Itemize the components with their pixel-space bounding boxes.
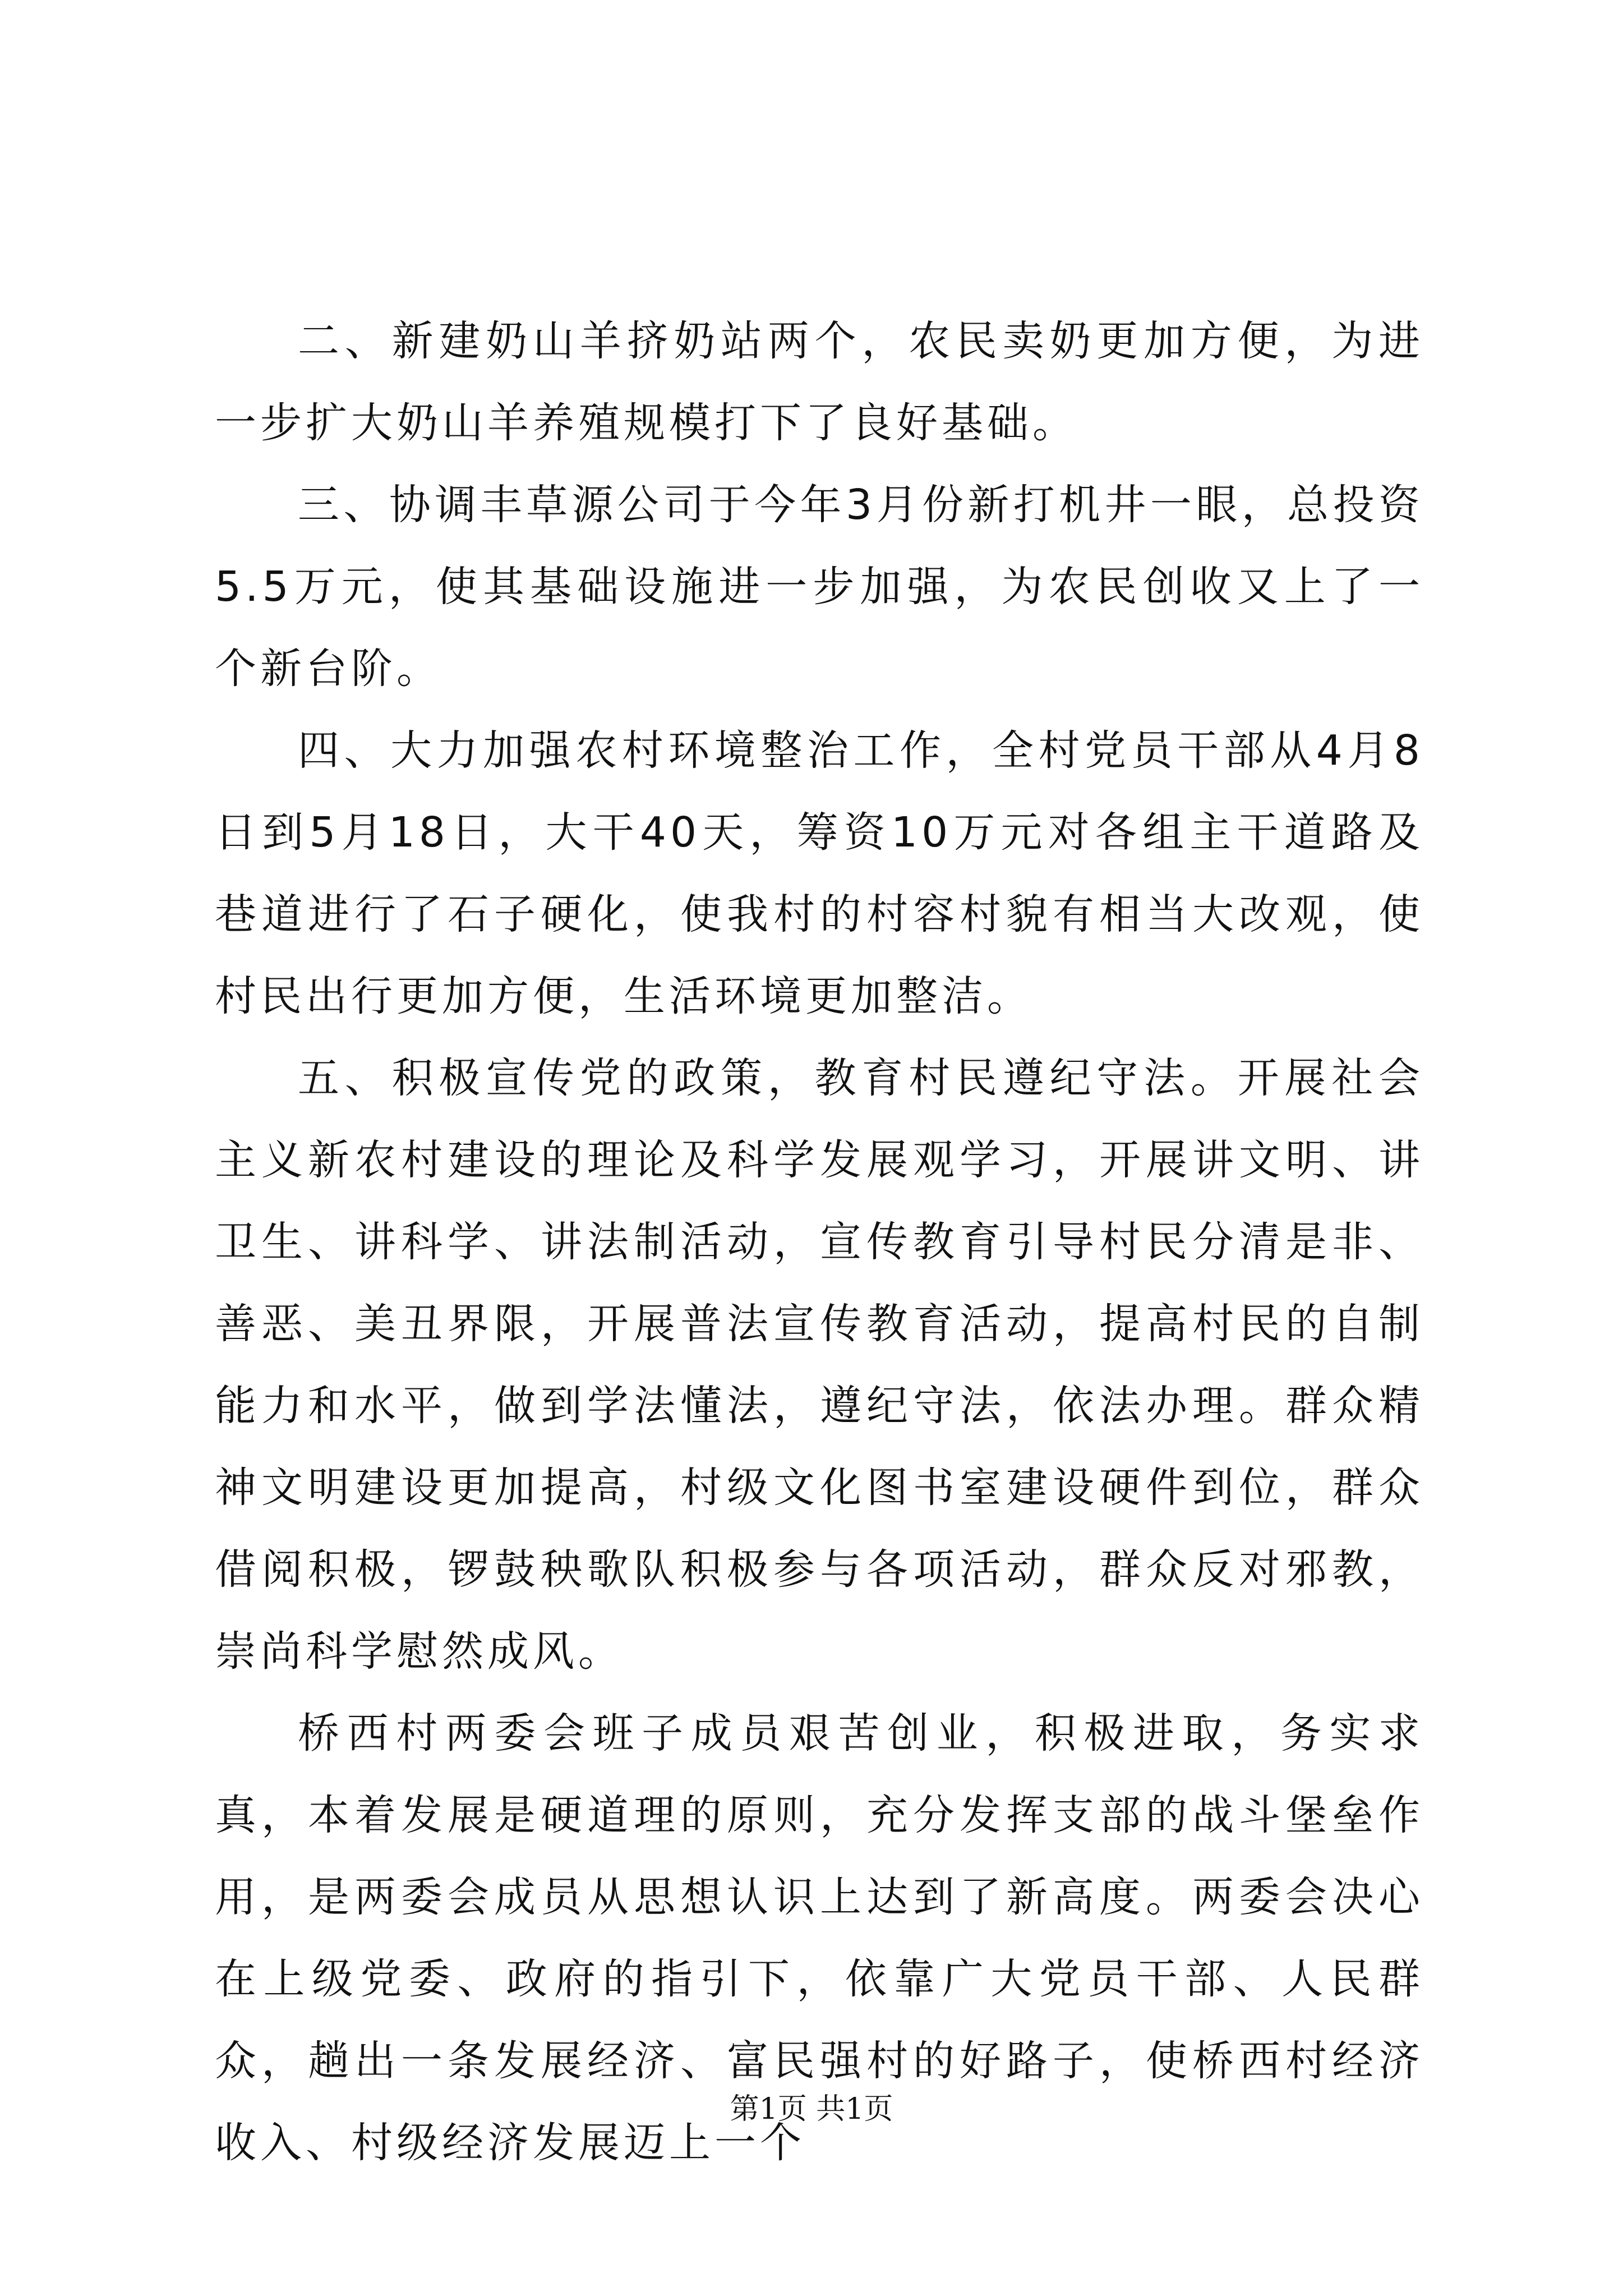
paragraph-2: 二、新建奶山羊挤奶站两个，农民卖奶更加方便，为进一步扩大奶山羊养殖规模打下了良好基础。 [215,317,1424,447]
paragraph-summary: 桥西村两委会班子成员艰苦创业，积极进取，务实求真，本着发展是硬道理的原则，充分发挥支部的战斗堡垒作用，是两委会成员从思想认识上达到了新高度。两委会决心在上级党委、政府的指引下，依靠广大党员干部、人民群众，趟出一条发展经济、富民强村的好路子，使桥西村经济收入、村级经济发展迈上一个 [215,1709,1424,2167]
page-number-footer: 第1页 共1页 [730,2092,893,2126]
paragraph-5: 五、积极宣传党的政策，教育村民遵纪守法。开展社会主义新农村建设的理论及科学发展观学习，开展讲文明、讲卫生、讲科学、讲法制活动，宣传教育引导村民分清是非、善恶、美丑界限，开展普法宣传教育活动，提高村民的自制能力和水平，做到学法懂法，遵纪守法，依法办理。群众精神文明建设更加提高，村级文化图书室建设硬件到位，群众借阅积极，锣鼓秧歌队积极参与各项活动，群众反对邪教，崇尚科学慰然成风。 [215,1054,1424,1676]
paragraph-3: 三、协调丰草源公司于今年3月份新打机井一眼，总投资5.5万元，使其基础设施进一步加强，为农民创收又上了一个新台阶。 [215,481,1424,693]
document-body [215,300,1424,2184]
paragraph-4: 四、大力加强农村环境整治工作，全村党员干部从4月8日到5月18日，大干40天，筹资10万元对各组主干道路及巷道进行了石子硬化，使我村的村容村貌有相当大改观，使村民出行更加方便，生活环境更加整洁。 [215,726,1424,1020]
